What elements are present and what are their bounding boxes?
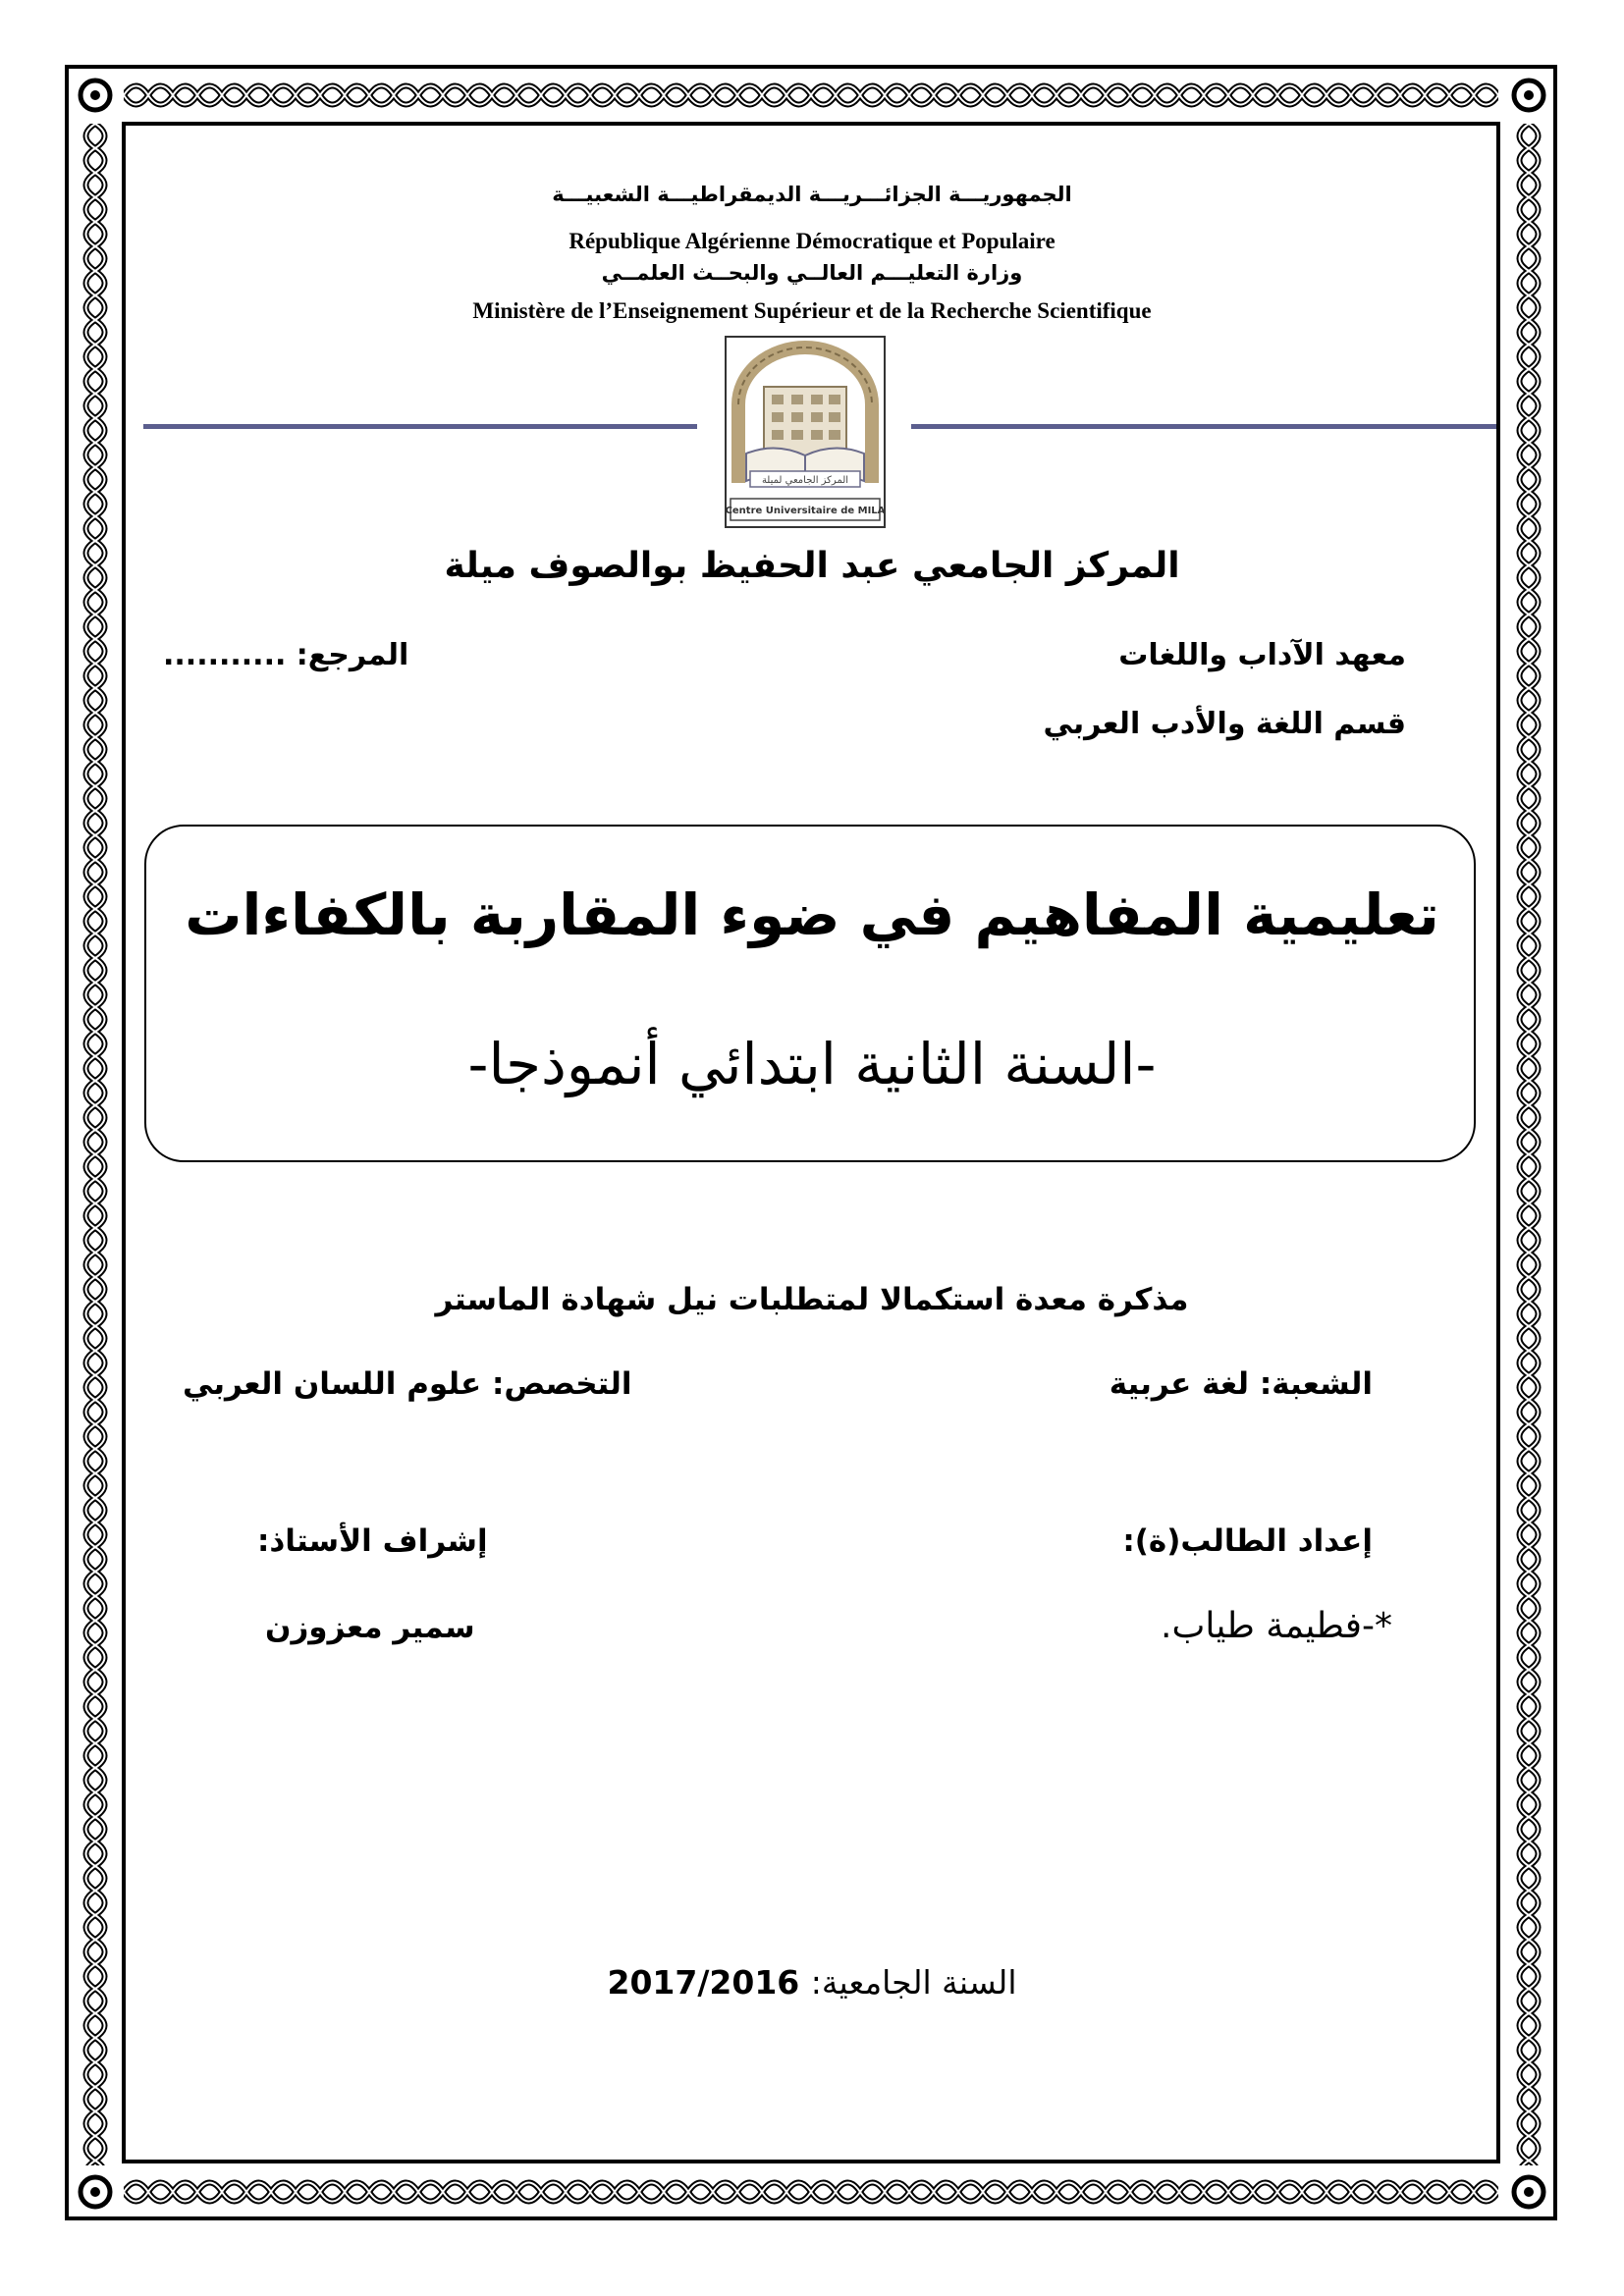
frame-band-top [124, 71, 1498, 120]
thesis-title: تعليمية المفاهيم في ضوء المقاربة بالكفاءات [185, 881, 1439, 948]
frame-corner-ornament-icon [1504, 2167, 1553, 2216]
specialty-field: التخصص: علوم اللسان العربي [183, 1366, 632, 1402]
thesis-subtitle: -السنة الثانية ابتدائي أنموذجا- [467, 1031, 1157, 1097]
supervisor-label: إشراف الأستاذ: [257, 1523, 488, 1559]
academic-year-label: السنة الجامعية: [810, 1963, 1017, 2002]
university-center-name: المركز الجامعي عبد الحفيظ بوالصوف ميلة [444, 546, 1180, 586]
institute-name: معهد الآداب واللغات [1118, 638, 1406, 672]
logo-arabic-text: المركز الجامعي لميلة [761, 475, 849, 486]
frame-band-left [71, 124, 120, 2165]
header-divider-left [143, 424, 697, 429]
frame-band-right [1504, 124, 1553, 2165]
republic-name-french: République Algérienne Démocratique et Populaire [568, 229, 1056, 253]
prepared-by-label: إعداد الطالب(ة): [1122, 1523, 1373, 1559]
frame-corner-ornament-icon [1504, 71, 1553, 120]
reference-field: المرجع: ........... [163, 638, 409, 672]
logo-caption: Centre Universitaire de MILA [725, 506, 886, 516]
ministry-name-french: Ministère de l’Enseignement Supérieur et de la Recherche Scientifique [472, 298, 1152, 323]
academic-year-value: 2017/2016 [607, 1963, 800, 2002]
frame-band-bottom [124, 2167, 1498, 2216]
header-divider-right [911, 424, 1496, 429]
student-name: *-فطيمة طياب. [1161, 1606, 1392, 1646]
university-logo-icon [725, 336, 886, 528]
frame-corner-ornament-icon [71, 2167, 120, 2216]
ministry-name-arabic: وزارة التعليـــم العالــي والبحــث العلمــي [601, 261, 1023, 285]
thesis-title-box [144, 825, 1476, 1162]
department-name: قسم اللغة والأدب العربي [1043, 707, 1406, 741]
republic-name-arabic: الجمهوريـــة الجزائـــريـــة الديمقراطيـــة الشعبيـــة [552, 183, 1072, 206]
memo-purpose: مذكرة معدة استكمالا لمتطلبات نيل شهادة الماستر [435, 1282, 1189, 1317]
supervisor-name: سمير معزوزن [265, 1610, 475, 1645]
academic-year [0, 1963, 1624, 2002]
frame-corner-ornament-icon [71, 71, 120, 120]
branch-field: الشعبة: لغة عربية [1109, 1366, 1373, 1402]
